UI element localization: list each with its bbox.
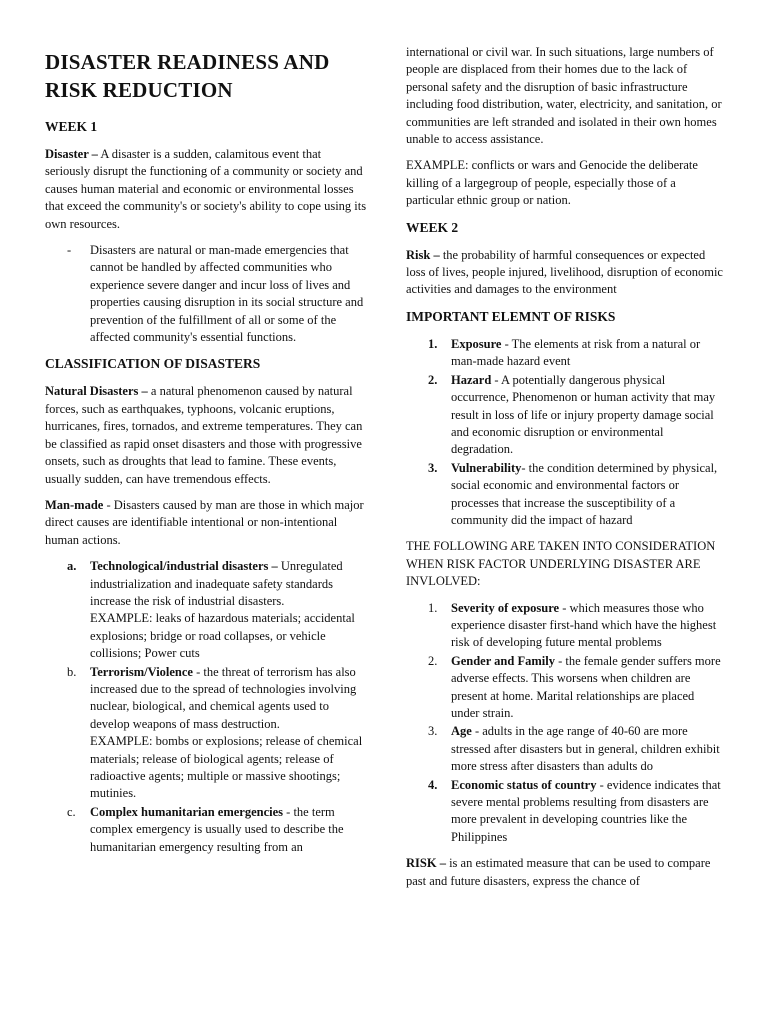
list-item <box>406 372 724 459</box>
list-marker: 3. <box>428 460 438 475</box>
type-term: Technological/industrial disasters – <box>90 559 278 574</box>
risk-estimate-definition <box>406 855 724 890</box>
factor-term: Economic status of country <box>451 777 597 792</box>
type-example: EXAMPLE: bombs or explosions; release of chemical materials; release of biological agents; release of radioactive agents; multiple or massive shootings; mutinies. <box>90 734 363 801</box>
list-marker: a. <box>67 559 77 574</box>
continuation-paragraph: international or civil war. In such situations, large numbers of people are displaced from their homes due to the lack of personal safety and the disruption of basic infrastructure including food distribution, water, electricity, and sanitation, or communities are left stranded and isolated in their own homes unable to access assistance. <box>406 45 722 147</box>
risk-definition <box>406 247 724 299</box>
risk-estimate-term: RISK – <box>406 856 446 871</box>
list-item <box>406 653 724 723</box>
list-marker: 1. <box>428 600 438 615</box>
type-text: Unregulated industrialization and inadequate safety standards increase the risk of industrial disasters. <box>90 559 343 608</box>
factor-text: - the female gender suffers more adverse effects. This worsens when children are present at home. Marital relationships are placed under strain. <box>451 653 721 720</box>
natural-disasters-definition <box>45 383 367 487</box>
list-item <box>406 600 724 652</box>
disaster-definition-text: A disaster is a sudden, calamitous event that seriously disrupt the functioning of a community or society and causes human material and economic or environmental losses that exceed the community's or society's ability to cope using its own resources. <box>45 147 367 231</box>
list-marker: 4. <box>428 777 438 792</box>
elements-of-risk-heading: IMPORTANT ELEMNT OF RISKS <box>406 308 616 324</box>
elements-of-risk-list <box>406 336 724 529</box>
list-marker: 2. <box>428 653 438 668</box>
type-text: - the threat of terrorism has also increased due to the spread of technologies involving nuclear, biological, and chemical agents used to develop weapons of mass destruction. <box>90 664 357 731</box>
list-marker: b. <box>67 664 77 679</box>
week-1-heading: WEEK 1 <box>45 119 98 134</box>
risk-factors-list <box>406 600 724 847</box>
left-column <box>45 48 367 865</box>
week-2-heading: WEEK 2 <box>406 219 459 235</box>
natural-disasters-text: a natural phenomenon caused by natural forces, such as earthquakes, typhoons, volcanic eruptions, hurricanes, fires, tornados, and extreme temperatures. They can be classified as rapid onset disasters and those with progressive onsets, such as droughts that lead to famine. These events, usually sudden, can have tremendous effects. <box>45 384 363 486</box>
type-example: EXAMPLE: leaks of hazardous materials; accidental explosions; bridge or road collapses, or vehicle collisions; Power cuts <box>90 611 355 661</box>
list-marker: 1. <box>428 336 438 351</box>
classification-heading: CLASSIFICATION OF DISASTERS <box>45 356 261 372</box>
bullet-marker: - <box>67 243 72 258</box>
right-column <box>406 44 724 899</box>
risk-term: Risk – <box>406 247 440 262</box>
list-marker: 2. <box>428 372 438 387</box>
man-made-text: - Disasters caused by man are those in which major direct causes are identifiable intentional or non-intentional human actions. <box>45 497 364 547</box>
list-item <box>406 777 724 847</box>
list-item <box>406 336 724 371</box>
list-item <box>406 723 724 775</box>
risk-factors-heading: THE FOLLOWING ARE TAKEN INTO CONSIDERATION WHEN RISK FACTOR UNDERLYING DISASTER ARE INVLOLVED: <box>406 539 716 589</box>
type-term: Complex humanitarian emergencies <box>90 804 284 819</box>
natural-disasters-term: Natural Disasters – <box>45 384 148 399</box>
factor-text: - adults in the age range of 40-60 are more stressed after disasters but in general, children exhibit more stress after disasters than adults do <box>451 724 720 774</box>
factor-text: - evidence indicates that severe mental problems resulting from disasters are more prevalent in developing countries like the Philippines <box>451 777 721 844</box>
element-text: - The elements at risk from a natural or man-made hazard event <box>451 336 701 369</box>
man-made-types-list <box>45 558 367 856</box>
risk-definition-text: the probability of harmful consequences or expected loss of lives, people injured, livelihood, disruption of economic activities and damages to the environment <box>406 247 723 297</box>
man-made-term: Man-made <box>45 497 104 512</box>
bullet-text: Disasters are natural or man-made emergencies that cannot be handled by affected communities who experience severe danger and incur loss of lives and properties causing disruption in its social structure and prevention of the fulfillment of all or some of the affected community's essential functions. <box>90 243 364 345</box>
type-text: - the term complex emergency is usually used to describe the humanitarian emergency resulting from an <box>90 804 344 854</box>
element-term: Hazard <box>451 372 492 387</box>
disaster-bullet-list <box>45 242 367 346</box>
element-text: - the condition determined by physical, social economic and environmental factors or processes that increase the susceptibility of a community did the impact of hazard <box>451 460 718 527</box>
element-term: Vulnerability <box>451 460 522 475</box>
disaster-term: Disaster – <box>45 147 98 161</box>
factor-term: Gender and Family <box>451 653 555 668</box>
type-term: Terrorism/Violence <box>90 664 193 679</box>
element-term: Exposure <box>451 336 502 351</box>
factor-term: Severity of exposure <box>451 600 560 615</box>
list-item <box>406 460 724 530</box>
list-item <box>45 558 367 662</box>
disaster-definition <box>45 146 367 233</box>
factor-text: - which measures those who experience disaster first-hand which have the highest risk of developing future mental problems <box>451 600 717 650</box>
factor-term: Age <box>451 724 472 739</box>
risk-estimate-text: is an estimated measure that can be used to compare past and future disasters, express the chance of <box>406 856 711 888</box>
list-item <box>45 242 367 346</box>
conflict-example: EXAMPLE: conflicts or wars and Genocide the deliberate killing of a largegroup of people, especially those of a particular ethnic group or nation. <box>406 158 698 208</box>
list-marker: c. <box>67 804 76 819</box>
element-text: - A potentially dangerous physical occurrence, Phenomenon or human activity that may result in loss of life or injury property damage social and economic disruption or environmental degradation. <box>451 372 716 457</box>
man-made-definition <box>45 497 367 549</box>
list-item <box>45 804 367 856</box>
list-item <box>45 664 367 803</box>
document-title: DISASTER READINESS AND RISK REDUCTION <box>45 50 330 102</box>
list-marker: 3. <box>428 724 438 739</box>
